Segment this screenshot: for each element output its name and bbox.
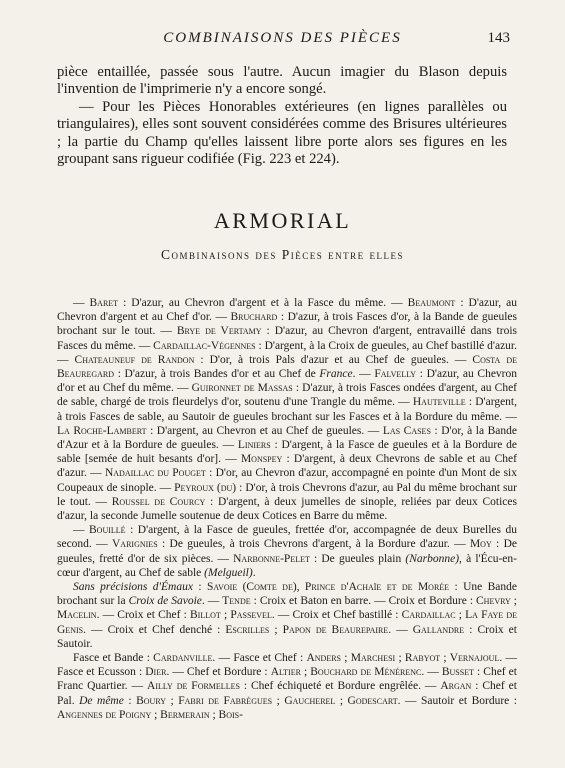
blazon-name: Varignies [112,538,158,551]
blazon-name: Beaumont [407,297,456,309]
blazon-text: . — Fasce et Ecusson : [57,652,517,679]
blazon-text: . [252,566,256,579]
entries-paragraph [57,651,517,722]
blazon-name: Monspey [240,453,283,466]
blazon-text: : Croix et Sautoir. [57,623,517,650]
blazon-text: . — Croix et Chef bastillé : [271,609,402,622]
blazon-name: Ailly de Formelles [147,680,240,693]
blazon-text: : D'azur, à trois Fasces d'or, à la Bande de gueules brochant sur le tout. — [57,311,517,338]
blazon-text: : D'or, à trois Chevrons d'azur, au Pal du même brochant sur le tout. — [57,481,518,508]
blazon-text: : [123,694,137,707]
blazon-text: : D'argent, à deux jumelles de sinople, reliées par deux Cotices d'azur, la seconde Jumelle soutenue de deux Cotices en Barre du même. [57,495,517,523]
blazon-text: Fasce et Bande : [73,652,154,665]
blazon-name: Chateauneuf de Randon [74,353,195,366]
armorial-heading: ARMORIAL [213,208,352,233]
blazon-text: : D'or, à la Bande d'Azur et à la Bordure de gueules. — [57,424,518,452]
blazon-name: Anders ; Marchesi ; Rabyot ; Vernajoul [306,652,500,665]
blazon-text: : D'azur, à trois Fasces ondées d'argent, au Chef de sable, chargé de trois fleurdelys d'or, soutenu d'une Trangle du même. — [57,382,517,409]
blazon-text: . — [352,368,375,381]
blazon-text: . — Chef et Bordure : [166,666,271,679]
blazon-text: : D'or, à trois Pals d'azur et au Chef de gueules. — [194,353,473,366]
blazon-text: : D'argent, au Chevron et au Chef de gueules. — [146,424,383,437]
blazon-name: Brye de Vertamy [176,325,262,338]
armorial-subheading: Combinaisons des Pièces entre elles [160,247,404,262]
blazon-name: Busset [441,666,474,679]
blazon-name: Baret [89,297,119,309]
running-head [0,30,565,52]
blazon-text: . — Croix et Chef denché : [83,623,226,636]
italic-text: Sans précisions d'Émaux [73,581,193,594]
blazon-name: Moy [469,538,492,551]
blazon-name: Peyroux (du) [174,481,237,494]
blazon-name: Tende [222,595,251,608]
blazon-text: , à l'Écu-en-cœur d'argent, au Chef de sable [57,552,517,579]
running-head-title: COMBINAISONS DES PIÈCES [163,30,402,46]
blazon-text: : De gueules, à trois Chevrons d'argent, à la Bordure d'azur. — [157,538,470,551]
blazon-text: : De gueules plain [309,552,406,565]
blazon-name: Hauteville [412,396,466,409]
italic-text: (Melgueil) [204,566,253,579]
blazon-text: . — Sautoir et Bordure : [397,694,517,707]
blazon-text: — [73,297,90,309]
blazon-name: Gallandre [412,623,465,636]
blazon-name: Roussel de Courcy [111,495,206,508]
blazon-text: : D'azur, à trois Bandes d'or et au Chef de [114,368,320,381]
blazon-name: Nadaillac du Pouget [104,467,206,480]
blazon-text: . — [388,623,413,636]
blazon-text: : Chef et Pal. [57,680,517,707]
italic-text: De même [79,694,124,707]
blazon-text: : D'azur, au Chevron d'argent, entravaillé dans trois Fasces du même. — [57,325,517,352]
entries-paragraph [57,296,517,523]
blazon-text: : De gueules, fretté d'or de six pièces. — [57,538,517,565]
blazon-text: : D'argent, à deux Chevrons de sable et au Chef d'azur. — [57,453,517,480]
page-number: 143 [487,30,510,46]
blazon-name: Bruchard [230,311,278,324]
blazon-text: : Croix et Baton en barre. — Croix et Bordure : [250,595,477,608]
blazon-name: Escrilles ; Papon de Beaurepaire [225,623,389,636]
blazon-name: Angennes de Poigny ; Bermerain ; Bois- [57,708,243,721]
blazon-name: Argan [440,680,472,693]
italic-text: (Narbonne) [405,552,460,565]
blazon-name: Bouillé [89,524,126,537]
blazon-name: Costa de Beauregard [57,353,518,381]
blazon-name: Dier [145,666,167,679]
blazon-name: Liniers [237,439,271,452]
blazon-text: — [73,524,90,537]
blazon-name: Guironnet de Massas [191,382,293,395]
blazon-text: : D'azur, au Chevron d'or et au Chef du même. — [57,368,518,395]
blazon-text: . — [201,595,223,608]
italic-text: Croix de Savoie [128,595,202,608]
blazon-name: Las Cases [382,424,431,437]
blazon-text: : [192,581,207,594]
blazon-text: : D'azur, au Chevron d'argent et au Chef d'or. — [57,297,517,324]
blazon-text: : D'azur, au Chevron d'argent et à la Fasce du même. — [118,297,408,309]
italic-text: France [319,368,353,381]
blazon-name: La Roche-Lambert [57,424,147,437]
blazon-name: Narbonne-Pelet [233,552,310,565]
intro-text [57,64,507,168]
blazon-text: : D'argent, à la Fasce de gueules, frettée d'or, accompagnée de deux Burelles du second. — [57,524,517,551]
blazon-name: Billot ; Passevel [190,609,272,622]
blazon-text: . — Fasce et Chef : [212,652,307,665]
blazon-name: Chevry ; Macelin [57,595,517,622]
blazon-name: Altier ; Bouchard de Ménérenc [270,666,422,679]
intro-paragraph-1: pièce entaillée, passée sous l'autre. Aucun imagier du Blason depuis l'invention de l'imprimerie n'y a encore songé. [57,64,507,98]
blazon-text: . — Croix et Chef : [96,609,191,622]
blazon-name: Savoie (Comte de), Prince d'Achaïe et de Morée [206,581,450,594]
entries-paragraph [57,580,517,651]
blazon-text: : Chef échiqueté et Bordure engrêlée. — [239,680,441,693]
blazon-text: : D'or, au Chevron d'azur, accompagné en pointe d'un Mont de six Coupeaux de sinople. — [57,467,517,494]
blazon-name: Falvelly [374,368,417,381]
blazon-name: Boury ; Fabri de Fabrègues ; Gaucherel ; Godescart [136,694,398,707]
armorial-entries [57,296,517,722]
blazon-name: Cardaillac ; La Faye de Genis [57,609,518,636]
blazon-name: Cardanville [153,652,213,665]
blazon-text: : Chef et Franc Quartier. — [57,666,517,693]
blazon-text: . — [421,666,442,679]
entries-paragraph [57,523,517,580]
blazon-text: : D'argent, à la Fasce de gueules et à la Bordure de sable [semée de huit besants d'or]. — [57,439,517,466]
intro-paragraph-2: — Pour les Pièces Honorables extérieures (en lignes parallèles ou triangulaires), elles sont souvent considérées comme des Brisures ultérieures ; la partie du Champ qu'elles laissent libre porte alors ses figures en les groupant sans rigueur codifiée (Fig. 223 et 224). [57,98,507,168]
blazon-text: : Une Bande brochant sur la [57,581,518,608]
blazon-text: : D'argent, à la Croix de gueules, au Chef bastillé d'azur. — [57,339,517,366]
blazon-name: Cardaillac-Végennes [153,339,256,352]
blazon-text: : D'argent, à trois Fasces de sable, au Sautoir de gueules brochant sur les Fasces et à la Bordure du même. — [57,396,517,423]
